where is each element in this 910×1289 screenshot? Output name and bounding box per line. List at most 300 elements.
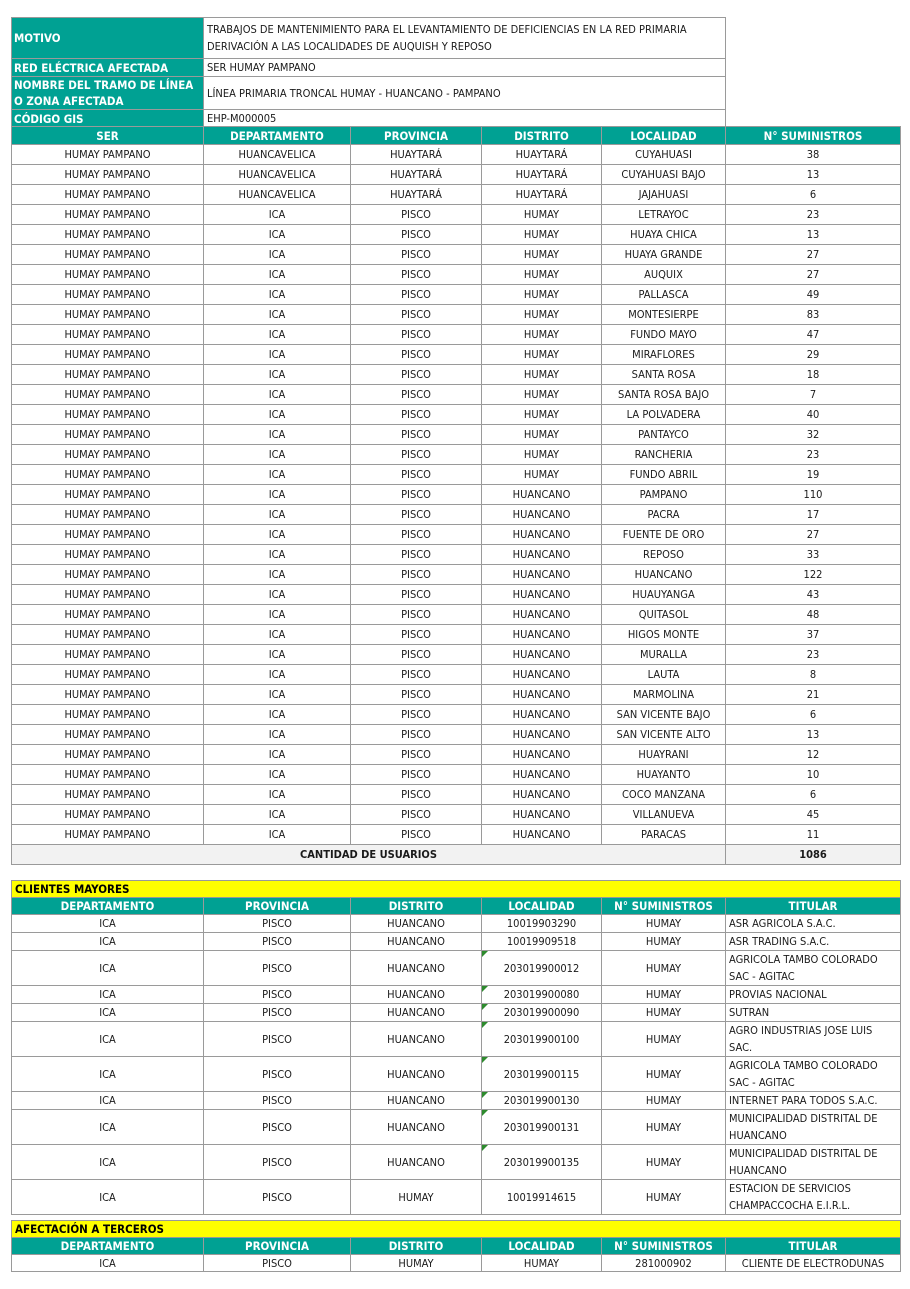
- provincia-cell: PISCO: [204, 1255, 351, 1272]
- ser-cell: HUMAY PAMPANO: [12, 405, 204, 425]
- provincia-cell: PISCO: [351, 305, 482, 325]
- ser-cell: HUMAY PAMPANO: [12, 305, 204, 325]
- col-header: DISTRITO: [482, 127, 602, 145]
- col-header: DISTRITO: [351, 1238, 482, 1255]
- terceros-body: [12, 1255, 901, 1272]
- provincia-cell: HUAYTARÁ: [351, 185, 482, 205]
- departamento-cell: ICA: [204, 585, 351, 605]
- titular-cell: AGRICOLA TAMBO COLORADO SAC - AGITAC: [726, 951, 901, 986]
- provincia-cell: PISCO: [351, 585, 482, 605]
- localidad-cell: HUMAY: [482, 1255, 602, 1272]
- ser-cell: HUMAY PAMPANO: [12, 565, 204, 585]
- table-row: [12, 745, 901, 765]
- terceros-header-row: [12, 1238, 901, 1255]
- ser-cell: HUMAY PAMPANO: [12, 825, 204, 845]
- departamento-cell: ICA: [204, 465, 351, 485]
- ser-cell: HUMAY PAMPANO: [12, 225, 204, 245]
- suministros-cell: 122: [726, 565, 901, 585]
- distrito-cell: HUANCANO: [482, 545, 602, 565]
- departamento-cell: ICA: [204, 665, 351, 685]
- localidad-cell: COCO MANZANA: [602, 785, 726, 805]
- col-header: N° SUMINISTROS: [602, 898, 726, 915]
- departamento-cell: HUANCAVELICA: [204, 165, 351, 185]
- suministros-cell: 10: [726, 765, 901, 785]
- distrito-cell: HUANCANO: [482, 645, 602, 665]
- distrito-cell: HUANCANO: [351, 1057, 482, 1092]
- suministros-cell: HUMAY: [602, 1145, 726, 1180]
- suministros-cell: HUMAY: [602, 1180, 726, 1215]
- departamento-cell: ICA: [204, 545, 351, 565]
- distrito-cell: HUANCANO: [482, 505, 602, 525]
- suministros-cell: HUMAY: [602, 1092, 726, 1110]
- localidad-cell: 10019914615: [482, 1180, 602, 1215]
- table-row: [12, 725, 901, 745]
- localidad-cell: 203019900130: [482, 1092, 602, 1110]
- departamento-cell: ICA: [204, 765, 351, 785]
- distrito-cell: HUMAY: [482, 305, 602, 325]
- table-row: [12, 915, 901, 933]
- suministros-cell: 6: [726, 705, 901, 725]
- departamento-cell: ICA: [204, 525, 351, 545]
- table-row: [12, 986, 901, 1004]
- distrito-cell: HUAYTARÁ: [482, 185, 602, 205]
- departamento-cell: ICA: [12, 1255, 204, 1272]
- table-row: [12, 545, 901, 565]
- ser-cell: HUMAY PAMPANO: [12, 805, 204, 825]
- localidad-cell: CUYAHUASI BAJO: [602, 165, 726, 185]
- distrito-cell: HUMAY: [351, 1180, 482, 1215]
- provincia-cell: PISCO: [351, 285, 482, 305]
- provincia-cell: PISCO: [204, 951, 351, 986]
- titular-cell: INTERNET PARA TODOS S.A.C.: [726, 1092, 901, 1110]
- suministros-cell: 33: [726, 545, 901, 565]
- ser-cell: HUMAY PAMPANO: [12, 145, 204, 165]
- provincia-cell: PISCO: [351, 565, 482, 585]
- localidad-cell: QUITASOL: [602, 605, 726, 625]
- provincia-cell: PISCO: [351, 325, 482, 345]
- provincia-cell: PISCO: [351, 545, 482, 565]
- distrito-cell: HUANCANO: [351, 1110, 482, 1145]
- suministros-cell: 38: [726, 145, 901, 165]
- localidad-cell: PARACAS: [602, 825, 726, 845]
- departamento-cell: HUANCAVELICA: [204, 145, 351, 165]
- suministros-cell: 6: [726, 785, 901, 805]
- provincia-cell: PISCO: [351, 685, 482, 705]
- departamento-cell: ICA: [204, 205, 351, 225]
- departamento-cell: ICA: [204, 625, 351, 645]
- ser-cell: HUMAY PAMPANO: [12, 705, 204, 725]
- localidad-cell: HUAUYANGA: [602, 585, 726, 605]
- departamento-cell: ICA: [204, 785, 351, 805]
- distrito-cell: HUMAY: [482, 225, 602, 245]
- col-header: N° SUMINISTROS: [726, 127, 901, 145]
- titular-cell: AGRO INDUSTRIAS JOSE LUIS SAC.: [726, 1022, 901, 1057]
- departamento-cell: ICA: [12, 986, 204, 1004]
- table-row: [12, 1004, 901, 1022]
- distrito-cell: HUANCANO: [482, 805, 602, 825]
- suministros-cell: 23: [726, 645, 901, 665]
- departamento-cell: ICA: [204, 685, 351, 705]
- localidad-cell: HIGOS MONTE: [602, 625, 726, 645]
- departamento-cell: ICA: [204, 385, 351, 405]
- provincia-cell: HUAYTARÁ: [351, 145, 482, 165]
- departamento-cell: ICA: [204, 305, 351, 325]
- table-row: [12, 205, 901, 225]
- col-header: N° SUMINISTROS: [602, 1238, 726, 1255]
- col-header: DEPARTAMENTO: [12, 1238, 204, 1255]
- distrito-cell: HUAYTARÁ: [482, 165, 602, 185]
- table-row: [12, 245, 901, 265]
- table-row: [12, 405, 901, 425]
- distrito-cell: HUMAY: [351, 1255, 482, 1272]
- localidad-cell: FUNDO ABRIL: [602, 465, 726, 485]
- ser-cell: HUMAY PAMPANO: [12, 205, 204, 225]
- localidad-cell: PACRA: [602, 505, 726, 525]
- departamento-cell: ICA: [12, 1057, 204, 1092]
- suministros-cell: HUMAY: [602, 951, 726, 986]
- ser-cell: HUMAY PAMPANO: [12, 485, 204, 505]
- distrito-cell: HUANCANO: [482, 625, 602, 645]
- provincia-cell: PISCO: [351, 725, 482, 745]
- localidad-cell: VILLANUEVA: [602, 805, 726, 825]
- distrito-cell: HUMAY: [482, 205, 602, 225]
- suministros-cell: HUMAY: [602, 1110, 726, 1145]
- provincia-cell: PISCO: [351, 705, 482, 725]
- localidad-cell: SANTA ROSA: [602, 365, 726, 385]
- table-row: [12, 525, 901, 545]
- suministros-cell: 281000902: [602, 1255, 726, 1272]
- suministros-cell: 40: [726, 405, 901, 425]
- suministros-cell: HUMAY: [602, 1022, 726, 1057]
- table-row: [12, 1145, 901, 1180]
- table-row: [12, 1092, 901, 1110]
- titular-cell: ASR TRADING S.A.C.: [726, 933, 901, 951]
- provincia-cell: PISCO: [204, 915, 351, 933]
- localidad-cell: PAMPANO: [602, 485, 726, 505]
- provincia-cell: PISCO: [204, 1110, 351, 1145]
- table-row: [12, 665, 901, 685]
- ser-cell: HUMAY PAMPANO: [12, 345, 204, 365]
- provincia-cell: PISCO: [351, 205, 482, 225]
- motivo-value: TRABAJOS DE MANTENIMIENTO PARA EL LEVANTAMIENTO DE DEFICIENCIAS EN LA RED PRIMARIA DERIVACIÓN A LAS LOCALIDADES DE AUQUISH Y REPOSO: [204, 18, 726, 59]
- departamento-cell: ICA: [204, 565, 351, 585]
- tramo-value: LÍNEA PRIMARIA TRONCAL HUMAY - HUANCANO - PAMPANO: [204, 77, 726, 110]
- departamento-cell: ICA: [204, 345, 351, 365]
- distrito-cell: HUANCANO: [482, 585, 602, 605]
- distrito-cell: HUMAY: [482, 285, 602, 305]
- provincia-cell: PISCO: [204, 933, 351, 951]
- distrito-cell: HUANCANO: [482, 825, 602, 845]
- departamento-cell: ICA: [204, 805, 351, 825]
- col-header: DEPARTAMENTO: [204, 127, 351, 145]
- table-row: [12, 1110, 901, 1145]
- suministros-cell: 11: [726, 825, 901, 845]
- distrito-cell: HUANCANO: [351, 986, 482, 1004]
- localidad-cell: LAUTA: [602, 665, 726, 685]
- localidad-cell: HUANCANO: [602, 565, 726, 585]
- table-row: [12, 565, 901, 585]
- table-row: [12, 1057, 901, 1092]
- col-header: TITULAR: [726, 1238, 901, 1255]
- col-header: TITULAR: [726, 898, 901, 915]
- localidad-cell: 203019900131: [482, 1110, 602, 1145]
- ser-cell: HUMAY PAMPANO: [12, 385, 204, 405]
- provincia-cell: PISCO: [351, 525, 482, 545]
- suministros-header-row: [12, 127, 901, 145]
- red-label: RED ELÉCTRICA AFECTADA: [12, 59, 204, 77]
- ser-cell: HUMAY PAMPANO: [12, 585, 204, 605]
- localidad-cell: AUQUIX: [602, 265, 726, 285]
- localidad-cell: HUAYA CHICA: [602, 225, 726, 245]
- col-header: SER: [12, 127, 204, 145]
- table-row: [12, 645, 901, 665]
- ser-cell: HUMAY PAMPANO: [12, 265, 204, 285]
- provincia-cell: HUAYTARÁ: [351, 165, 482, 185]
- localidad-cell: PALLASCA: [602, 285, 726, 305]
- localidad-cell: 203019900135: [482, 1145, 602, 1180]
- suministros-cell: 12: [726, 745, 901, 765]
- ser-cell: HUMAY PAMPANO: [12, 325, 204, 345]
- ser-cell: HUMAY PAMPANO: [12, 765, 204, 785]
- provincia-cell: PISCO: [351, 485, 482, 505]
- table-row: [12, 285, 901, 305]
- distrito-cell: HUMAY: [482, 405, 602, 425]
- localidad-cell: MARMOLINA: [602, 685, 726, 705]
- clientes-header-row: [12, 898, 901, 915]
- table-row: [12, 785, 901, 805]
- distrito-cell: HUANCANO: [351, 1145, 482, 1180]
- titular-cell: PROVIAS NACIONAL: [726, 986, 901, 1004]
- total-value: 1086: [726, 845, 901, 865]
- departamento-cell: ICA: [12, 1092, 204, 1110]
- localidad-cell: FUNDO MAYO: [602, 325, 726, 345]
- suministros-cell: HUMAY: [602, 933, 726, 951]
- titular-cell: MUNICIPALIDAD DISTRITAL DE HUANCANO: [726, 1145, 901, 1180]
- ser-cell: HUMAY PAMPANO: [12, 465, 204, 485]
- table-row: [12, 345, 901, 365]
- suministros-cell: 23: [726, 205, 901, 225]
- distrito-cell: HUMAY: [482, 245, 602, 265]
- table-row: [12, 805, 901, 825]
- distrito-cell: HUMAY: [482, 465, 602, 485]
- table-row: [12, 825, 901, 845]
- ser-cell: HUMAY PAMPANO: [12, 165, 204, 185]
- provincia-cell: PISCO: [351, 225, 482, 245]
- table-row: [12, 325, 901, 345]
- departamento-cell: ICA: [204, 705, 351, 725]
- table-row: [12, 625, 901, 645]
- distrito-cell: HUANCANO: [482, 765, 602, 785]
- departamento-cell: ICA: [12, 1004, 204, 1022]
- terceros-table: [11, 1220, 901, 1272]
- table-row: [12, 465, 901, 485]
- departamento-cell: ICA: [204, 365, 351, 385]
- localidad-cell: 203019900090: [482, 1004, 602, 1022]
- gis-label: CÓDIGO GIS: [12, 110, 204, 128]
- localidad-cell: RANCHERIA: [602, 445, 726, 465]
- table-row: [12, 705, 901, 725]
- localidad-cell: MIRAFLORES: [602, 345, 726, 365]
- distrito-cell: HUANCANO: [351, 933, 482, 951]
- distrito-cell: HUANCANO: [351, 1092, 482, 1110]
- ser-cell: HUMAY PAMPANO: [12, 505, 204, 525]
- distrito-cell: HUMAY: [482, 425, 602, 445]
- distrito-cell: HUANCANO: [351, 1022, 482, 1057]
- distrito-cell: HUANCANO: [482, 605, 602, 625]
- table-row: [12, 145, 901, 165]
- distrito-cell: HUMAY: [482, 365, 602, 385]
- ser-cell: HUMAY PAMPANO: [12, 545, 204, 565]
- titular-cell: AGRICOLA TAMBO COLORADO SAC - AGITAC: [726, 1057, 901, 1092]
- suministros-cell: 27: [726, 245, 901, 265]
- departamento-cell: ICA: [204, 725, 351, 745]
- distrito-cell: HUMAY: [482, 345, 602, 365]
- table-row: [12, 485, 901, 505]
- departamento-cell: ICA: [12, 1180, 204, 1215]
- table-row: [12, 1255, 901, 1272]
- provincia-cell: PISCO: [204, 1057, 351, 1092]
- provincia-cell: PISCO: [351, 745, 482, 765]
- provincia-cell: PISCO: [351, 405, 482, 425]
- table-row: [12, 951, 901, 986]
- suministros-cell: 13: [726, 225, 901, 245]
- localidad-cell: HUAYA GRANDE: [602, 245, 726, 265]
- localidad-cell: SANTA ROSA BAJO: [602, 385, 726, 405]
- ser-cell: HUMAY PAMPANO: [12, 665, 204, 685]
- localidad-cell: FUENTE DE ORO: [602, 525, 726, 545]
- suministros-cell: 27: [726, 265, 901, 285]
- titular-cell: ESTACION DE SERVICIOS CHAMPACCOCHA E.I.R.L.: [726, 1180, 901, 1215]
- localidad-cell: MURALLA: [602, 645, 726, 665]
- departamento-cell: ICA: [204, 825, 351, 845]
- header-info-table: [11, 17, 901, 128]
- suministros-cell: 110: [726, 485, 901, 505]
- distrito-cell: HUMAY: [482, 385, 602, 405]
- provincia-cell: PISCO: [204, 1145, 351, 1180]
- suministros-cell: 8: [726, 665, 901, 685]
- suministros-cell: 45: [726, 805, 901, 825]
- table-row: [12, 305, 901, 325]
- suministros-cell: 18: [726, 365, 901, 385]
- table-row: [12, 365, 901, 385]
- titular-cell: MUNICIPALIDAD DISTRITAL DE HUANCANO: [726, 1110, 901, 1145]
- departamento-cell: ICA: [12, 1145, 204, 1180]
- ser-cell: HUMAY PAMPANO: [12, 625, 204, 645]
- table-row: [12, 425, 901, 445]
- departamento-cell: ICA: [204, 445, 351, 465]
- provincia-cell: PISCO: [351, 645, 482, 665]
- provincia-cell: PISCO: [351, 785, 482, 805]
- table-row: [12, 165, 901, 185]
- suministros-cell: HUMAY: [602, 915, 726, 933]
- distrito-cell: HUANCANO: [482, 745, 602, 765]
- distrito-cell: HUANCANO: [482, 525, 602, 545]
- distrito-cell: HUANCANO: [351, 915, 482, 933]
- titular-cell: CLIENTE DE ELECTRODUNAS: [726, 1255, 901, 1272]
- table-row: [12, 225, 901, 245]
- ser-cell: HUMAY PAMPANO: [12, 445, 204, 465]
- suministros-body: [12, 145, 901, 845]
- table-row: [12, 585, 901, 605]
- localidad-cell: 203019900012: [482, 951, 602, 986]
- table-row: [12, 185, 901, 205]
- suministros-cell: 13: [726, 165, 901, 185]
- provincia-cell: PISCO: [351, 265, 482, 285]
- localidad-cell: HUAYANTO: [602, 765, 726, 785]
- localidad-cell: MONTESIERPE: [602, 305, 726, 325]
- departamento-cell: ICA: [204, 245, 351, 265]
- provincia-cell: PISCO: [351, 765, 482, 785]
- suministros-cell: 27: [726, 525, 901, 545]
- localidad-cell: CUYAHUASI: [602, 145, 726, 165]
- col-header: LOCALIDAD: [482, 898, 602, 915]
- ser-cell: HUMAY PAMPANO: [12, 725, 204, 745]
- departamento-cell: ICA: [204, 285, 351, 305]
- red-value: SER HUMAY PAMPANO: [204, 59, 726, 77]
- ser-cell: HUMAY PAMPANO: [12, 745, 204, 765]
- suministros-cell: 43: [726, 585, 901, 605]
- departamento-cell: ICA: [12, 1110, 204, 1145]
- departamento-cell: ICA: [204, 505, 351, 525]
- table-row: [12, 1180, 901, 1215]
- localidad-cell: SAN VICENTE BAJO: [602, 705, 726, 725]
- suministros-cell: HUMAY: [602, 1004, 726, 1022]
- clientes-body: [12, 915, 901, 1215]
- localidad-cell: 10019909518: [482, 933, 602, 951]
- tramo-label: NOMBRE DEL TRAMO DE LÍNEA O ZONA AFECTADA: [12, 77, 204, 110]
- departamento-cell: ICA: [204, 325, 351, 345]
- suministros-cell: 13: [726, 725, 901, 745]
- departamento-cell: ICA: [12, 915, 204, 933]
- distrito-cell: HUMAY: [482, 325, 602, 345]
- departamento-cell: ICA: [204, 745, 351, 765]
- suministros-cell: HUMAY: [602, 986, 726, 1004]
- table-row: [12, 385, 901, 405]
- distrito-cell: HUANCANO: [482, 685, 602, 705]
- localidad-cell: PANTAYCO: [602, 425, 726, 445]
- provincia-cell: PISCO: [351, 665, 482, 685]
- provincia-cell: PISCO: [204, 1022, 351, 1057]
- distrito-cell: HUAYTARÁ: [482, 145, 602, 165]
- localidad-cell: REPOSO: [602, 545, 726, 565]
- distrito-cell: HUANCANO: [482, 725, 602, 745]
- col-header: DEPARTAMENTO: [12, 898, 204, 915]
- distrito-cell: HUANCANO: [351, 1004, 482, 1022]
- suministros-cell: 7: [726, 385, 901, 405]
- localidad-cell: HUAYRANI: [602, 745, 726, 765]
- departamento-cell: ICA: [12, 1022, 204, 1057]
- distrito-cell: HUANCANO: [351, 951, 482, 986]
- localidad-cell: LA POLVADERA: [602, 405, 726, 425]
- localidad-cell: LETRAYOC: [602, 205, 726, 225]
- provincia-cell: PISCO: [351, 465, 482, 485]
- clientes-title: CLIENTES MAYORES: [12, 881, 901, 898]
- provincia-cell: PISCO: [351, 365, 482, 385]
- total-label: CANTIDAD DE USUARIOS: [12, 845, 726, 865]
- provincia-cell: PISCO: [204, 1092, 351, 1110]
- col-header: PROVINCIA: [351, 127, 482, 145]
- provincia-cell: PISCO: [351, 505, 482, 525]
- suministros-cell: 49: [726, 285, 901, 305]
- departamento-cell: ICA: [204, 645, 351, 665]
- terceros-title: AFECTACIÓN A TERCEROS: [12, 1221, 901, 1238]
- suministros-table: [11, 126, 901, 865]
- suministros-cell: 17: [726, 505, 901, 525]
- table-row: [12, 765, 901, 785]
- suministros-cell: HUMAY: [602, 1057, 726, 1092]
- localidad-cell: SAN VICENTE ALTO: [602, 725, 726, 745]
- departamento-cell: ICA: [12, 933, 204, 951]
